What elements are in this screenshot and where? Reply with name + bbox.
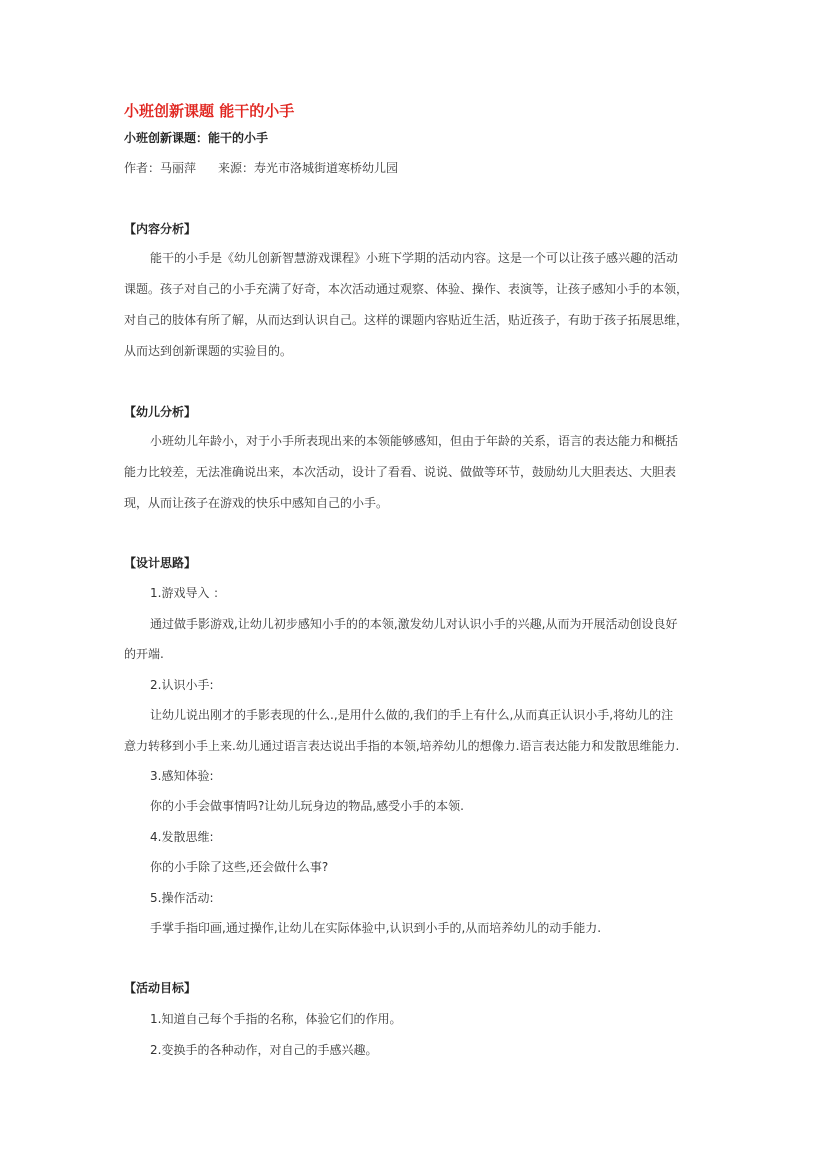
design-step-3-title: 3.感知体验: bbox=[150, 769, 214, 783]
design-step-5-title: 5.操作活动: bbox=[150, 891, 214, 905]
design-step-4-title: 4.发散思维: bbox=[150, 830, 214, 844]
design-step-1-title: 1.游戏导入 ： bbox=[150, 586, 226, 600]
document-subtitle: 小班创新课题：能干的小手 bbox=[124, 131, 269, 145]
design-step-2-body: 让幼儿说出刚才的手影表现的什么.,是用什么做的,我们的手上有什么,从而真正认识小手,将幼儿的注 bbox=[150, 708, 674, 722]
author-label: 作者：马丽萍 bbox=[124, 161, 197, 175]
document-title: 小班创新课题 能干的小手 bbox=[124, 102, 295, 120]
document-meta bbox=[124, 159, 398, 176]
source-label: 来源：寿光市洛城街道寒桥幼儿园 bbox=[218, 161, 399, 175]
design-step-2-body-cont: 意力转移到小手上来.幼儿通过语言表达说出手指的本领,培养幼儿的想像力.语言表达能力和发散思维能力. bbox=[124, 739, 680, 753]
section-heading-child-analysis: 【幼儿分析】 bbox=[124, 405, 197, 419]
section-heading-content-analysis: 【内容分析】 bbox=[124, 222, 197, 236]
goal-1: 1.知道自己每个手指的名称，体验它们的作用。 bbox=[150, 1012, 402, 1026]
paragraph-line: 现，从而让孩子在游戏的快乐中感知自己的小手。 bbox=[124, 496, 389, 510]
design-step-2-title: 2.认识小手: bbox=[150, 678, 214, 692]
design-step-1-body: 通过做手影游戏,让幼儿初步感知小手的的本领,激发幼儿对认识小手的兴趣,从而为开展活动创设良好 bbox=[150, 617, 678, 631]
design-step-4-body: 你的小手除了这些,还会做什么事? bbox=[150, 860, 329, 874]
design-step-5-body: 手掌手指印画,通过操作,让幼儿在实际体验中,认识到小手的,从而培养幼儿的动手能力. bbox=[150, 921, 602, 935]
paragraph-line: 课题。孩子对自己的小手充满了好奇，本次活动通过观察、体验、操作、表演等，让孩子感知小手的本领， bbox=[124, 282, 689, 296]
paragraph-line: 对自己的肢体有所了解，从而达到认识自己。这样的课题内容贴近生活，贴近孩子，有助于孩子拓展思维， bbox=[124, 313, 689, 327]
section-heading-design: 【设计思路】 bbox=[124, 556, 197, 570]
design-step-1-body-cont: 的开端. bbox=[124, 647, 164, 661]
paragraph-line: 能干的小手是《幼儿创新智慧游戏课程》小班下学期的活动内容。这是一个可以让孩子感兴趣的活动 bbox=[150, 251, 679, 265]
design-step-3-body: 你的小手会做事情吗?让幼儿玩身边的物品,感受小手的本领. bbox=[150, 799, 465, 813]
section-heading-goals: 【活动目标】 bbox=[124, 981, 197, 995]
paragraph-line: 能力比较差，无法准确说出来，本次活动，设计了看看、说说、做做等环节，鼓励幼儿大胆表达、大胆表 bbox=[124, 465, 677, 479]
content-analysis-paragraph bbox=[124, 243, 708, 367]
paragraph-line: 小班幼儿年龄小，对于小手所表现出来的本领能够感知，但由于年龄的关系，语言的表达能力和概括 bbox=[150, 434, 679, 448]
child-analysis-paragraph bbox=[124, 426, 708, 519]
paragraph-line: 从而达到创新课题的实验目的。 bbox=[124, 344, 293, 358]
goal-2: 2.变换手的各种动作，对自己的手感兴趣。 bbox=[150, 1043, 378, 1057]
